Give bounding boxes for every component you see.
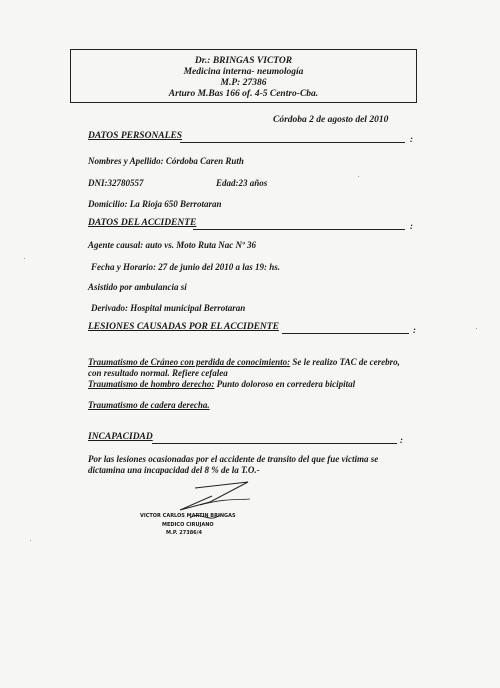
scan-speck bbox=[358, 176, 359, 177]
stamp-line-1: VICTOR CARLOS MARTIN BRINGAS bbox=[140, 513, 236, 519]
injury-text: con resultado normal. Refiere cefalea bbox=[88, 368, 228, 378]
incapacity-heading: INCAPACIDAD bbox=[88, 432, 153, 442]
document-date: Córdoba 2 de agosto del 2010 bbox=[273, 115, 389, 125]
patient-name-value: Córdoba Caren Ruth bbox=[165, 156, 244, 166]
stamp-line-2: MEDICO CIRUJANO bbox=[162, 522, 214, 528]
incapacity-text-line: Por las lesiones ocasionadas por el accidente de transito del que fue victima se bbox=[88, 454, 379, 464]
injury-label: Traumatismo de hombro derecho: bbox=[88, 379, 215, 389]
injury-item bbox=[88, 357, 400, 367]
personal-data-heading: DATOS PERSONALES bbox=[88, 131, 183, 141]
heading-rule bbox=[152, 443, 397, 444]
patient-name-label: Nombres y Apellido: bbox=[88, 156, 164, 166]
doctor-address: Arturo M.Bas 166 of. 4-5 Centro-Cba. bbox=[168, 89, 319, 99]
scan-speck bbox=[24, 258, 25, 259]
injury-label: Traumatismo de Cráneo con perdida de conocimiento: bbox=[88, 357, 291, 367]
injury-item bbox=[88, 400, 210, 410]
heading-rule bbox=[193, 229, 405, 230]
patient-age: Edad:23 años bbox=[216, 178, 268, 188]
doctor-specialty: Medicina interna- neumología bbox=[183, 67, 304, 77]
heading-colon: : bbox=[410, 134, 413, 144]
injury-text: Se le realizo TAC de cerebro, bbox=[290, 357, 400, 367]
injury-item bbox=[88, 368, 228, 378]
accident-datetime: Fecha y Horario: 27 de junio del 2010 a las 19: hs. bbox=[91, 262, 281, 272]
patient-name-line bbox=[88, 156, 244, 166]
heading-rule bbox=[282, 333, 409, 334]
patient-address: Domicilio: La Rioja 650 Berrotaran bbox=[88, 199, 222, 209]
scan-speck bbox=[30, 540, 31, 541]
incapacity-text-line: dictamina una incapacidad del 8 % de la T.O.- bbox=[88, 465, 260, 475]
patient-dni: DNI:32780557 bbox=[88, 178, 144, 188]
accident-heading: DATOS DEL ACCIDENTE bbox=[88, 218, 197, 228]
accident-agent: Agente causal: auto vs. Moto Ruta Nac Nº 36 bbox=[88, 240, 256, 250]
injury-text: Punto doloroso en corredera bicipital bbox=[214, 379, 356, 389]
signature-stamp bbox=[140, 480, 260, 550]
doctor-license: M.P: 27386 bbox=[220, 78, 267, 88]
accident-derived: Derivado: Hospital municipal Berrotaran bbox=[91, 303, 246, 313]
accident-ambulance: Asistido por ambulancia si bbox=[88, 282, 187, 292]
injury-label: Traumatismo de cadera derecha. bbox=[88, 400, 210, 410]
heading-colon: : bbox=[400, 435, 403, 445]
letterhead-box bbox=[70, 49, 417, 103]
heading-rule bbox=[180, 142, 405, 143]
injuries-heading: LESIONES CAUSADAS POR EL ACCIDENTE bbox=[88, 322, 279, 332]
scan-speck bbox=[476, 328, 477, 329]
injury-item bbox=[88, 379, 355, 389]
heading-colon: : bbox=[410, 221, 413, 231]
heading-colon: : bbox=[413, 325, 416, 335]
stamp-line-3: M.P. 27386/4 bbox=[166, 530, 202, 536]
doctor-name: Dr.: BRINGAS VICTOR bbox=[194, 56, 293, 66]
